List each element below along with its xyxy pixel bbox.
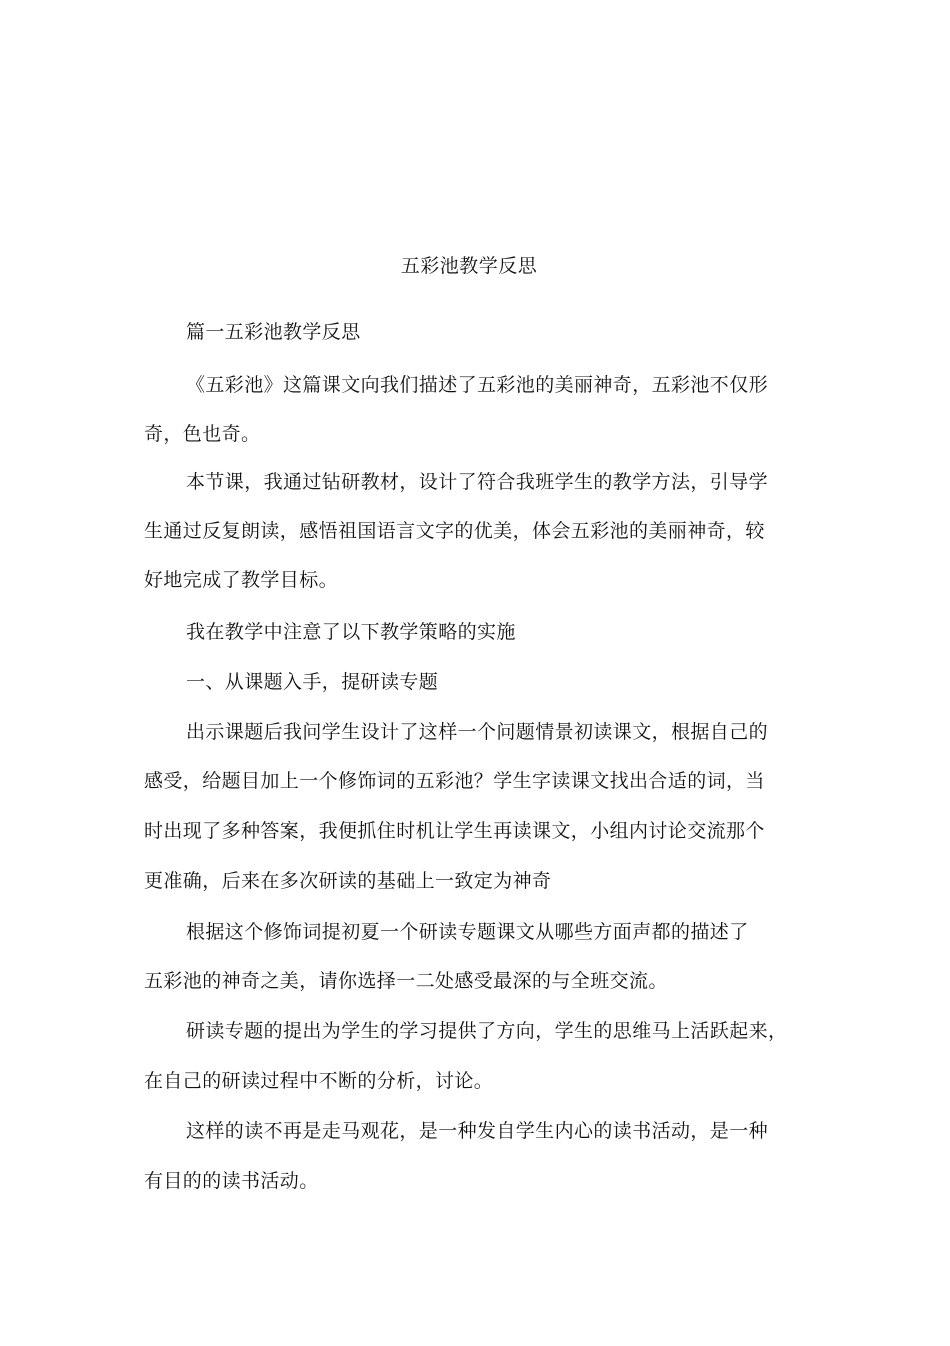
paragraph-line: 五彩池的神奇之美，请你选择一二处感受最深的与全班交流。: [144, 970, 668, 992]
paragraph-line: 在自己的研读过程中不断的分析，讨论。: [144, 1070, 494, 1092]
paragraph-line: 生通过反复朗读，感悟祖国语言文字的优美，体会五彩池的美丽神奇，较: [144, 520, 765, 542]
paragraph-line: 时出现了多种答案，我便抓住时机让学生再读课文，小组内讨论交流那个: [144, 820, 765, 842]
paragraph-line: 出示课题后我问学生设计了这样一个问题情景初读课文，根据自己的: [186, 721, 769, 743]
section-heading: 篇一五彩池教学反思: [186, 321, 361, 343]
paragraph-line: 我在教学中注意了以下教学策略的实施: [186, 621, 516, 643]
paragraph-line: 研读专题的提出为学生的学习提供了方向，学生的思维马上活跃起来，: [186, 1020, 788, 1042]
paragraph-line: 本节课，我通过钻研教材，设计了符合我班学生的教学方法，引导学: [186, 471, 769, 493]
paragraph-line: 这样的读不再是走马观花，是一种发自学生内心的读书活动，是一种: [186, 1120, 769, 1142]
subheading: 一、从课题入手，提研读专题: [186, 671, 439, 693]
document-title: 五彩池教学反思: [400, 255, 538, 277]
paragraph-line: 好地完成了教学目标。: [144, 569, 339, 591]
paragraph-line: 《五彩池》这篇课文向我们描述了五彩池的美丽神奇，五彩池不仅形: [186, 374, 769, 396]
paragraph-line: 奇，色也奇。: [144, 423, 261, 445]
paragraph-line: 感受，给题目加上一个修饰词的五彩池？学生字读课文找出合适的词，当: [144, 770, 765, 792]
paragraph-line: 有目的的读书活动。: [144, 1170, 319, 1192]
paragraph-line: 更准确，后来在多次研读的基础上一致定为神奇: [144, 870, 552, 892]
paragraph-line: 根据这个修饰词提初夏一个研读专题课文从哪些方面声都的描述了: [186, 921, 749, 943]
